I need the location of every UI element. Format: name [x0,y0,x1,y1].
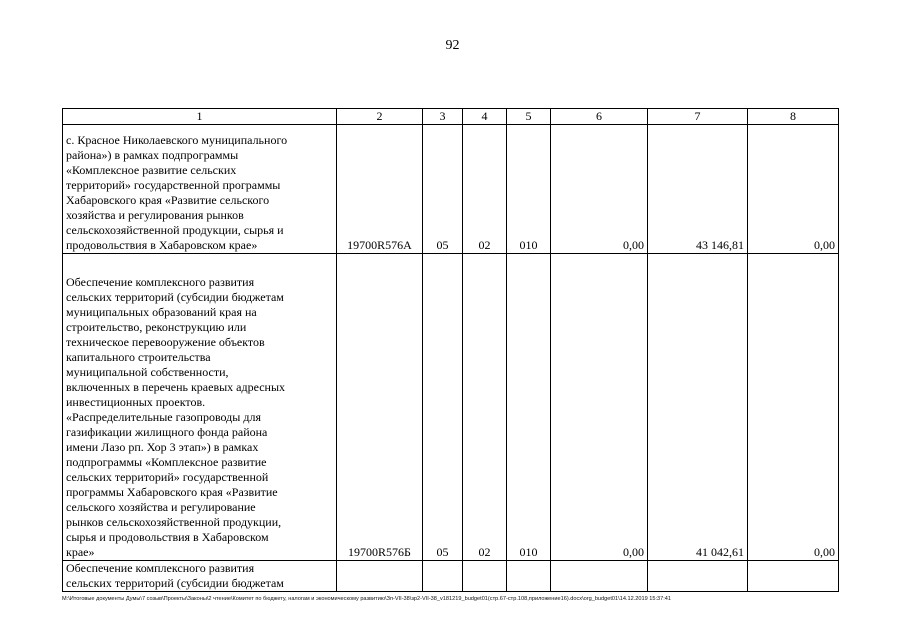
table-row [63,254,839,561]
column-header-7: 7 [648,109,748,125]
column-header-5: 5 [507,109,551,125]
row-col3 [423,561,463,592]
row-description: Обеспечение комплексного развития сельских территорий (субсидии бюджетам муниципальных образований края на строительство, реконструкцию или техническое перевооружение объектов капитального строительства муниципальной собственности, включенных в перечень краевых адресных инвестиционных проектов. «Распределительные газопроводы для газификации жилищного фонда района имени Лазо рп. Хор 3 этап») в рамках подпрограммы «Комплексное развитие сельских территорий» государственной программы Хабаровского края «Развитие сельского хозяйства и регулирование рынков сельскохозяйственной продукции, сырья и продовольствия в Хабаровском крае» [63,254,337,561]
column-header-8: 8 [748,109,839,125]
row-col7 [648,561,748,592]
row-col5 [507,561,551,592]
document-file-path: М:\Итоговые документы Думы\7 созыв\Проекты\Законы\2 чтение\Комитет по бюджету, налогам и экономическому развитию\Зп-VII-38\зр2-VII-38_v181219_budget01(стр.67-стр.108,приложение16).docx\org_budget01\14.12.2019 15:37:41 [62,596,672,602]
row-col7: 41 042,61 [648,254,748,561]
column-header-1: 1 [63,109,337,125]
table-row [63,561,839,592]
page-number: 92 [445,38,460,53]
column-header-2: 2 [337,109,423,125]
row-col5: 010 [507,125,551,254]
row-col7: 43 146,81 [648,125,748,254]
header-row [63,109,839,125]
row-col6 [551,561,648,592]
row-col5: 010 [507,254,551,561]
column-header-4: 4 [463,109,507,125]
row-description: с. Красное Николаевского муниципального района») в рамках подпрограммы «Комплексное развитие сельских территорий» государственной программы Хабаровского края «Развитие сельского хозяйства и регулирования рынков сельскохозяйственной продукции, сырья и продовольствия в Хабаровском крае» [63,125,337,254]
row-description: Обеспечение комплексного развития сельских территорий (субсидии бюджетам [63,561,337,592]
row-col8: 0,00 [748,254,839,561]
column-header-3: 3 [423,109,463,125]
row-col4: 02 [463,125,507,254]
row-code [337,561,423,592]
row-col4 [463,561,507,592]
row-col3: 05 [423,125,463,254]
budget-table [62,108,839,592]
row-col6: 0,00 [551,125,648,254]
row-code: 19700R576A [337,125,423,254]
column-header-6: 6 [551,109,648,125]
row-col8: 0,00 [748,125,839,254]
row-col8 [748,561,839,592]
row-code: 19700R576Б [337,254,423,561]
table-row [63,125,839,254]
row-col4: 02 [463,254,507,561]
row-col3: 05 [423,254,463,561]
row-col6: 0,00 [551,254,648,561]
